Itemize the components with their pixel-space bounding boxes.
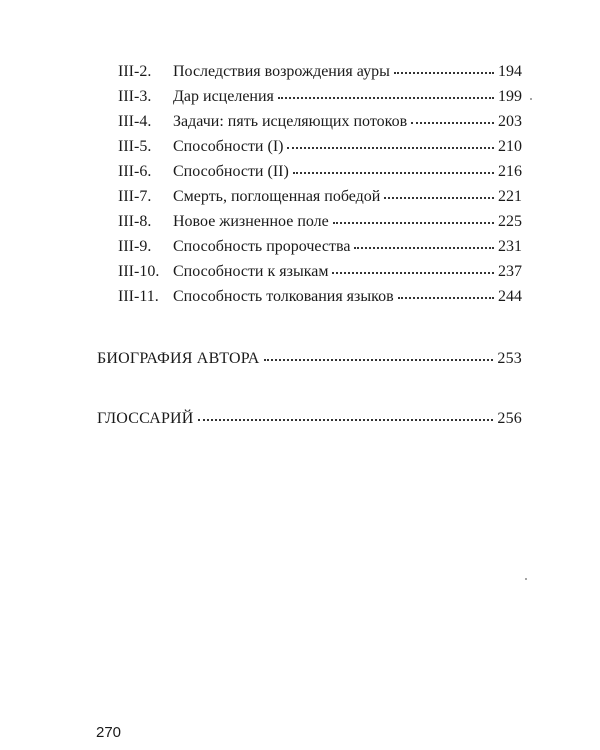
dot-leader [278,97,494,99]
toc-entry-title: Новое жизненное поле [173,213,329,230]
toc-entry-title: Задачи: пять исцеляющих потоков [173,113,408,130]
toc-entry-page: 221 [498,188,522,205]
page-number: 270 [96,724,122,741]
toc-entry-page: 210 [498,138,522,155]
dot-leader [411,122,494,124]
toc-entry-page: 244 [498,288,522,305]
toc-entry-page: 216 [498,163,522,180]
toc-entry-page: 194 [498,63,522,80]
toc-entry-title: Способность пророчества [173,238,351,255]
toc-entry-number: III-10. [118,263,160,280]
dot-leader [333,222,494,224]
toc-entry-title: БИОГРАФИЯ АВТОРА [97,350,260,367]
dot-leader [332,272,494,274]
toc-entry-iii-7 [118,187,522,207]
dot-leader [264,359,494,361]
toc-entry-iii-4 [118,112,522,132]
dot-leader [293,172,494,174]
scan-speck [530,98,532,100]
toc-entry-number: III-9. [118,238,152,255]
toc-entry-number: III-7. [118,188,152,205]
toc-entry-title: Дар исцеления [173,88,274,105]
scan-speck [525,578,527,580]
toc-entry-number: III-5. [118,138,152,155]
toc-entry-number: III-4. [118,113,152,130]
toc-entry-page: 256 [497,410,522,427]
toc-entry-iii-9 [118,237,522,257]
toc-entry-page: 253 [497,350,522,367]
dot-leader [394,72,494,74]
toc-entry-page: 225 [498,213,522,230]
toc-entry-page: 231 [498,238,522,255]
toc-entry-iii-6 [118,162,522,182]
toc-entry-glossary [97,409,522,429]
toc-entry-title: Способности к языкам [173,263,329,280]
toc-entry-iii-11 [118,287,522,307]
toc-entry-title: Смерть, поглощенная победой [173,188,381,205]
toc-entry-iii-10 [118,262,522,282]
toc-entry-title: Способности (II) [173,163,289,180]
toc-entry-title: Последствия возрождения ауры [173,63,390,80]
toc-entry-iii-8 [118,212,522,232]
toc-entry-title: Способность толкования языков [173,288,394,305]
toc-entry-biography [97,349,522,369]
toc-entry-number: III-11. [118,288,159,305]
toc-entry-number: III-3. [118,88,152,105]
toc-entry-iii-3 [118,87,522,107]
toc-entry-iii-2 [118,62,522,82]
toc-entry-title: Способности (I) [173,138,284,155]
dot-leader [198,419,494,421]
toc-entry-page: 199 [498,88,522,105]
toc-entry-page: 237 [498,263,522,280]
dot-leader [287,147,494,149]
toc-entry-number: III-6. [118,163,152,180]
toc-entry-iii-5 [118,137,522,157]
toc-entry-title: ГЛОССАРИЙ [97,410,194,427]
toc-entry-page: 203 [498,113,522,130]
toc-entry-number: III-2. [118,63,152,80]
dot-leader [384,197,494,199]
dot-leader [398,297,494,299]
toc-entry-number: III-8. [118,213,152,230]
dot-leader [354,247,494,249]
